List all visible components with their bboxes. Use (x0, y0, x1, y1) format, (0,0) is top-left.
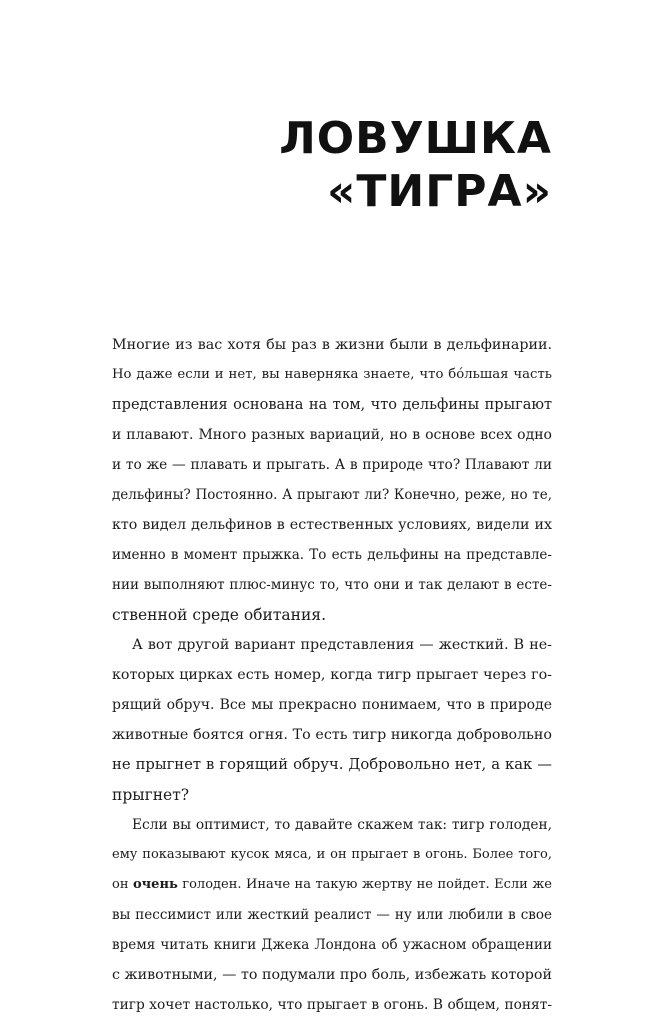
text-line: не прыгнет в горящий обруч. Добровольно нет, а как — (112, 756, 552, 773)
text-line: животные боятся огня. То есть тигр никогда добровольно (112, 727, 552, 743)
text-line: представления основана на том, что дельфины прыгают (112, 397, 552, 413)
chapter-title-line-2: «ТИГРА» (326, 166, 552, 217)
text-line: Многие из вас хотя бы раз в жизни были в дельфинарии. (112, 337, 552, 353)
text-line: нии выполняют плюс-минус то, что они и так делают в есте- (112, 577, 552, 593)
text-line: и плавают. Много разных вариаций, но в основе всех одно (112, 427, 552, 443)
text-line: Но даже если и нет, вы наверняка знаете, что бóльшая часть (112, 367, 552, 382)
paragraph-1 (112, 330, 552, 630)
chapter-body (112, 330, 552, 1020)
paragraph-3 (112, 810, 552, 1020)
text-line: кто видел дельфинов в естественных условиях, видели их (112, 517, 552, 533)
emphasis-word: очень (133, 877, 178, 892)
text-line: рящий обруч. Все мы прекрасно понимаем, что в природе (112, 697, 552, 713)
text-line: с животными, — то подумали про боль, избежать которой (112, 967, 552, 983)
text-line: Если вы оптимист, то давайте скажем так: тигр голоден, (132, 817, 552, 833)
paragraph-2 (112, 630, 552, 810)
text-line-with-emphasis (112, 870, 552, 900)
text-line: ственной среде обитания. (112, 606, 327, 624)
text-line: тигр хочет настолько, что прыгает в огонь. В общем, понят- (112, 997, 552, 1013)
chapter-title-line-1: ЛОВУШКА (279, 113, 552, 164)
text-line: прыгнет? (112, 786, 190, 804)
text-line: ему показывают кусок мяса, и он прыгает в огонь. Более того, (112, 847, 552, 862)
chapter-title (279, 112, 552, 218)
text-fragment: он (112, 877, 133, 892)
text-line: которых цирках есть номер, когда тигр прыгает через го- (112, 667, 552, 683)
text-line: и то же — плавать и прыгать. А в природе что? Плавают ли (112, 457, 552, 473)
text-line: дельфины? Постоянно. А прыгают ли? Конечно, реже, но те, (112, 487, 552, 503)
text-line: именно в момент прыжка. То есть дельфины на представле- (112, 547, 552, 563)
text-fragment: голоден. Иначе на такую жертву не пойдет. Если же (177, 877, 553, 892)
text-line: вы пессимист или жесткий реалист — ну или любили в свое (112, 907, 552, 923)
text-line: А вот другой вариант представления — жесткий. В не- (132, 637, 552, 653)
text-line: время читать книги Джека Лондона об ужасном обращении (112, 937, 552, 953)
